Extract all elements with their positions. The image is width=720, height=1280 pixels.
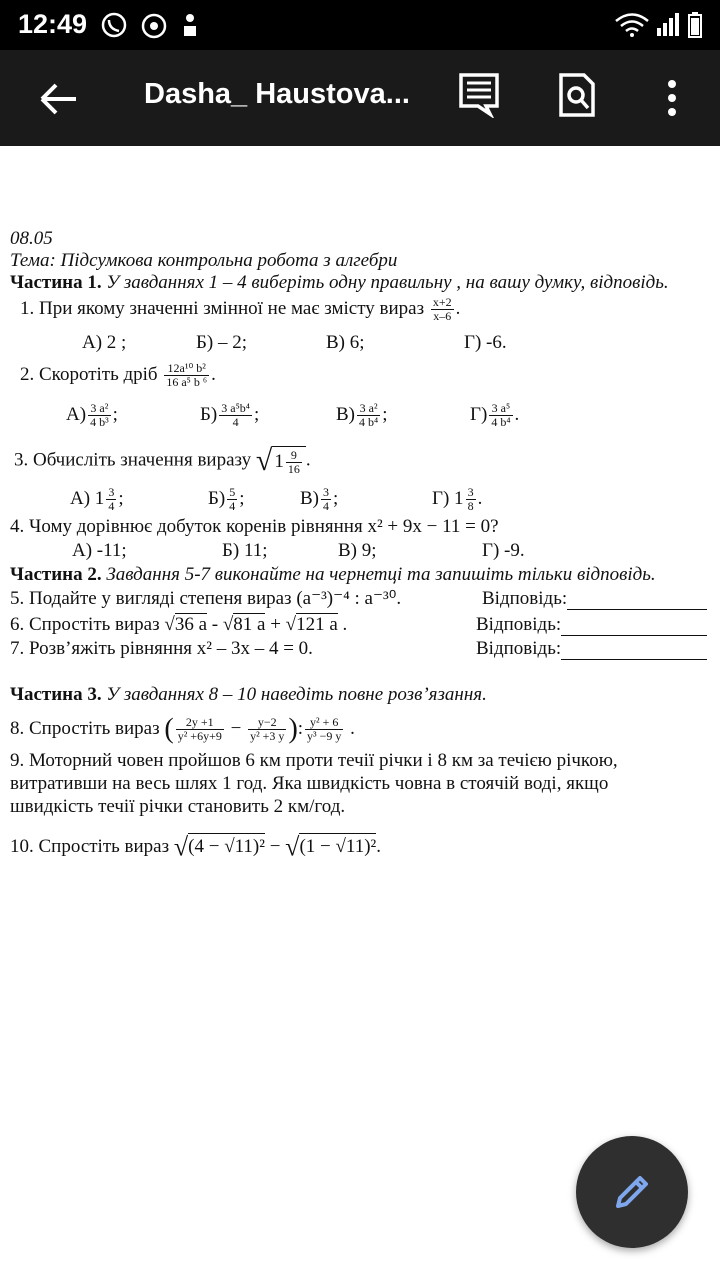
fraction-numerator: 3 <box>467 485 474 499</box>
punctuation: ; <box>118 487 124 509</box>
question-2 <box>20 362 216 389</box>
fraction-numerator: 9 <box>286 449 302 463</box>
punctuation: ; <box>112 403 118 425</box>
mixed-whole: 1 <box>274 450 284 472</box>
question-1-option-b: Б) – 2; <box>196 332 248 353</box>
punctuation: ; <box>253 403 260 425</box>
part1-heading <box>10 272 669 294</box>
fraction-denominator: 16 <box>287 462 300 476</box>
question-6-text: 6. Спростіть вираз <box>10 614 160 635</box>
question-4-option-c: В) 9; <box>338 540 377 561</box>
radical-sign: √ <box>222 614 234 635</box>
option-label: В) <box>300 487 319 509</box>
part1-title: Частина 1. <box>10 272 102 293</box>
pencil-icon <box>608 1168 656 1216</box>
part3-heading <box>10 684 487 706</box>
mixed-fraction <box>286 449 302 476</box>
option-label: Г) <box>470 403 488 425</box>
question-10 <box>10 832 381 862</box>
radical-sign: √ <box>255 444 273 477</box>
clock: 12:49 <box>18 9 88 39</box>
radicand: 36 a <box>174 614 207 635</box>
operator: : <box>297 717 304 739</box>
fraction-numerator: 3 a⁵ <box>489 402 512 416</box>
answer-label: Відповідь: <box>482 588 568 609</box>
punctuation: . <box>376 836 381 857</box>
fraction-numerator: 3 <box>323 485 329 499</box>
radical-sign: √ <box>285 832 300 862</box>
radical-sign: √ <box>285 614 297 635</box>
question-4-option-d: Г) -9. <box>482 540 525 561</box>
question-10-text: 10. Спростіть вираз <box>10 836 170 857</box>
fraction-denominator: y² +6y+9 <box>177 729 222 743</box>
question-9-line: витративши на весь шлях 1 год. Яка швидкість човна в стоячій воді, якщо <box>10 773 609 794</box>
question-8 <box>10 713 355 745</box>
question-3-option-d <box>432 486 482 513</box>
fraction-denominator: 4 b⁴ <box>359 415 379 429</box>
part3-text: У завданнях 8 – 10 наведіть повне розв’язання. <box>101 684 487 705</box>
question-6-answer <box>476 614 707 636</box>
option-fraction <box>489 402 512 429</box>
viber-icon <box>100 12 128 40</box>
operator: − <box>264 836 286 857</box>
radicand <box>272 446 306 476</box>
fraction-denominator: 4 <box>108 499 115 513</box>
download-icon <box>178 12 204 40</box>
operator: - <box>207 614 223 635</box>
punctuation: ; <box>239 487 245 509</box>
question-7-text: 7. Розв’яжіть рівняння x² – 3x – 4 = 0. <box>10 638 313 659</box>
part2-text: Завдання 5-7 виконайте на чернетці та запишіть тільки відповідь. <box>101 564 656 585</box>
back-arrow-icon[interactable] <box>34 74 84 124</box>
option-fraction <box>219 402 252 429</box>
punctuation: . <box>211 363 216 385</box>
option-label: А) 1 <box>70 487 105 509</box>
answer-label: Відповідь: <box>476 614 562 635</box>
option-fraction <box>321 486 331 513</box>
question-2-option-b <box>200 402 259 429</box>
topic: Тема: Підсумкова контрольна робота з алгебри <box>10 250 398 271</box>
answer-blank[interactable] <box>561 642 707 660</box>
fraction-denominator: 4 b³ <box>90 415 109 429</box>
question-9-line: швидкість течії річки становить 2 км/год. <box>10 796 346 817</box>
option-label: А) <box>66 403 87 425</box>
fraction-denominator: 4 b⁴ <box>491 415 511 429</box>
fraction-numerator: 2y +1 <box>176 716 224 730</box>
battery-icon <box>688 12 702 38</box>
radical-sign: √ <box>164 614 175 635</box>
answer-label: Відповідь: <box>476 638 562 659</box>
operator: + <box>265 614 286 635</box>
fraction-denominator: y³ −9 y <box>307 729 342 743</box>
fraction-1 <box>176 716 224 743</box>
option-label: Г) 1 <box>432 487 464 509</box>
punctuation: . <box>350 717 355 739</box>
fraction-denominator: 4 <box>323 499 329 513</box>
punctuation: . <box>455 297 461 319</box>
fraction-3 <box>305 716 343 743</box>
question-3-option-b <box>208 486 245 513</box>
question-5-answer <box>482 588 707 610</box>
part2-title: Частина 2. <box>10 564 102 585</box>
fraction-denominator: x–6 <box>433 309 452 323</box>
question-2-text: 2. Скоротіть дріб <box>20 363 158 385</box>
fraction-numerator: 3 a² <box>88 402 111 416</box>
option-fraction <box>106 486 116 513</box>
part2-heading <box>10 564 656 586</box>
left-paren: ( <box>164 713 174 745</box>
question-6 <box>10 614 347 636</box>
punctuation: ; <box>382 403 388 425</box>
part3-title: Частина 3. <box>10 684 102 705</box>
question-4-text: 4. Чому дорівнює добуток коренів рівняння x² + 9x − 11 = 0? <box>10 516 499 537</box>
question-3-option-c <box>300 486 338 513</box>
question-3-text: 3. Обчисліть значення виразу <box>14 449 252 471</box>
fraction-numerator: y² + 6 <box>305 716 343 730</box>
radicand: (1 − √11)² <box>299 833 376 857</box>
fraction-numerator: y−2 <box>248 716 286 730</box>
option-fraction <box>227 486 237 513</box>
option-label: Б) <box>200 403 218 425</box>
question-7-answer <box>476 638 707 660</box>
option-label: Б) <box>208 487 226 509</box>
question-3 <box>14 446 311 476</box>
answer-blank[interactable] <box>561 618 707 636</box>
more-vert-icon[interactable] <box>664 78 680 118</box>
question-1 <box>20 296 460 323</box>
question-1-option-d: Г) -6. <box>464 332 507 353</box>
option-fraction <box>466 486 476 513</box>
edit-fab-button[interactable] <box>576 1136 688 1248</box>
app-bar <box>0 50 720 146</box>
fraction-denominator: 16 a⁵ b ⁶ <box>166 375 208 389</box>
question-1-fraction <box>431 296 454 323</box>
question-2-option-d <box>470 402 519 429</box>
question-4-option-a: А) -11; <box>72 540 127 561</box>
fraction-denominator: 4 <box>232 415 239 429</box>
option-fraction <box>88 402 111 429</box>
answer-blank[interactable] <box>567 592 707 610</box>
search-document-icon[interactable] <box>558 72 596 118</box>
question-5-text: 5. Подайте у вигляді степеня вираз (a⁻³)⁻⁴ : a⁻³⁰. <box>10 588 402 609</box>
comment-icon[interactable] <box>458 72 500 118</box>
document-page <box>0 146 720 1280</box>
document-title: Dasha_ Haustova... <box>144 78 410 110</box>
radicand: 121 a <box>296 614 338 635</box>
fraction-numerator: 3 <box>108 485 115 499</box>
fraction-denominator: y² +3 y <box>250 729 285 743</box>
punctuation: . <box>477 487 483 509</box>
right-paren: ) <box>288 713 298 745</box>
status-bar <box>0 0 720 50</box>
question-1-option-a: А) 2 ; <box>82 332 127 353</box>
fraction-numerator: x+2 <box>432 295 452 309</box>
question-2-option-a <box>66 402 118 429</box>
fraction-denominator: 4 <box>229 499 236 513</box>
operator: − <box>225 717 247 739</box>
question-1-text: 1. При якому значенні змінної не має змісту вираз <box>20 297 425 319</box>
question-9-line: 9. Моторний човен пройшов 6 км проти течії річки і 8 км за течією річкою, <box>10 750 618 771</box>
fraction-denominator: 8 <box>467 499 474 513</box>
fraction-numerator: 5 <box>229 485 236 499</box>
question-1-option-c: В) 6; <box>326 332 365 353</box>
radical-sign: √ <box>173 832 189 862</box>
fraction-numerator: 12a¹⁰ b² <box>164 362 209 376</box>
fraction-numerator: 3 a⁵b⁴ <box>221 401 250 415</box>
fraction-numerator: 3 a² <box>357 402 380 416</box>
radicand: 81 a <box>233 614 266 635</box>
question-2-option-c <box>336 402 387 429</box>
question-2-fraction <box>164 362 209 389</box>
sync-icon <box>140 12 168 40</box>
fraction-2 <box>248 716 286 743</box>
part1-text: У завданнях 1 – 4 виберіть одну правильну , на вашу думку, відповідь. <box>101 272 669 293</box>
option-label: В) <box>336 403 355 425</box>
question-3-option-a <box>70 486 124 513</box>
date: 08.05 <box>10 228 53 249</box>
option-fraction <box>357 402 380 429</box>
punctuation: . <box>337 614 348 635</box>
question-8-text: 8. Спростіть вираз <box>10 717 160 739</box>
radicand: (4 − √11)² <box>188 833 265 857</box>
wifi-icon <box>614 12 650 38</box>
punctuation: ; <box>333 487 339 509</box>
punctuation: . <box>305 449 311 471</box>
punctuation: . <box>514 403 520 425</box>
question-4-option-b: Б) 11; <box>222 540 268 561</box>
signal-icon <box>656 12 680 38</box>
